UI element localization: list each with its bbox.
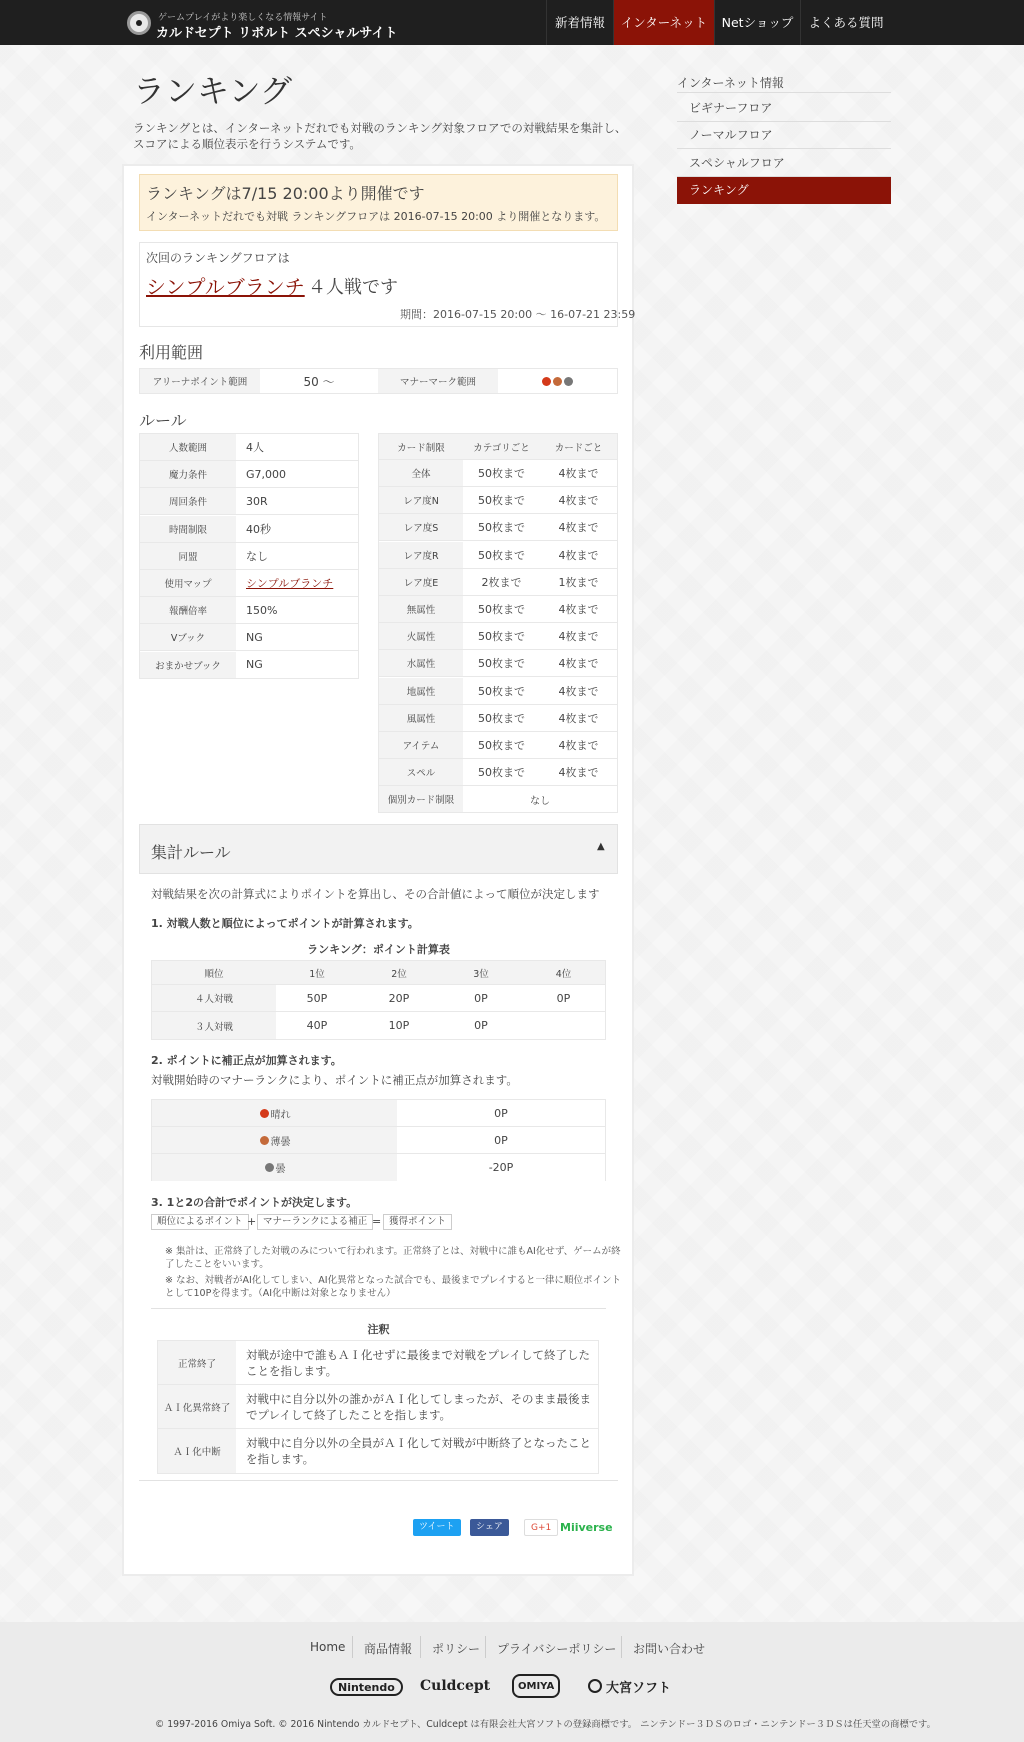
individual-limit-label: 個別カード制限: [379, 786, 463, 812]
card-limit-per-card: 1枚まで: [540, 569, 617, 596]
nav-news[interactable]: 新着情報: [546, 0, 613, 45]
omiyasoft-mark-icon: [588, 1679, 602, 1693]
card-limit-per-category: 50枚まで: [463, 487, 540, 514]
logo-title[interactable]: カルドセプト リボルト スペシャルサイト: [156, 26, 398, 41]
points-value: 0P: [522, 985, 605, 1012]
next-floor-link[interactable]: シンプルブランチ: [146, 275, 305, 299]
card-limit-table: [378, 433, 618, 813]
step-1: 1. 対戦人数と順位によってポイントが計算されます。: [151, 917, 419, 930]
card-limit-category: レア度R: [379, 542, 463, 569]
bonus-value: 0P: [397, 1127, 605, 1154]
bonus-rank-label: 晴れ: [270, 1109, 291, 1121]
card-limit-per-card: 4枚まで: [540, 650, 617, 677]
note-definition-line: ことを指します。: [246, 1363, 338, 1378]
points-header: 2位: [358, 961, 440, 985]
bonus-rank: [152, 1127, 397, 1154]
nav-faq[interactable]: よくある質問: [800, 0, 891, 45]
sidebar-item-normal[interactable]: ノーマルフロア: [677, 122, 891, 149]
points-table: [151, 960, 606, 1040]
card-limit-per-category: 50枚まで: [463, 678, 540, 705]
step-2-desc: 対戦開始時のマナーランクにより、ポイントに補正点が加算されます。: [151, 1073, 518, 1087]
card-limit-per-card: 4枚まで: [540, 732, 617, 759]
note-definition-line: を指します。: [246, 1452, 315, 1466]
note-term: ＡＩ化中断: [158, 1429, 236, 1473]
omiya-logo[interactable]: OMIYA: [512, 1674, 560, 1698]
partly-cloudy-icon: [553, 377, 562, 386]
footer-separator: [420, 1636, 421, 1658]
rule-label: 報酬倍率: [140, 597, 236, 624]
points-row-label: ４人対戦: [152, 985, 276, 1012]
card-limit-per-card: 4枚まで: [540, 487, 617, 514]
facebook-share-button[interactable]: シェア: [470, 1519, 509, 1536]
arena-label: アリーナポイント範囲: [140, 369, 260, 393]
notice-body: インターネットだれでも対戦 ランキングフロアは 2016-07-15 20:00 より開催となります。: [146, 210, 606, 223]
rule-label: 人数範囲: [140, 434, 236, 461]
points-row-label: ３人対戦: [152, 1012, 276, 1039]
culdcept-logo[interactable]: Culdcept: [420, 1678, 491, 1694]
note-definition-line: 対戦中に自分以外の全員がＡＩ化して対戦が中断終了となったこと: [246, 1436, 591, 1450]
note-definition-line: でプレイして終了したことを指します。: [246, 1407, 452, 1422]
card-limit-per-card: 4枚まで: [540, 460, 617, 487]
footer-link-products[interactable]: 商品情報: [364, 1642, 413, 1656]
card-limit-category: レア度S: [379, 514, 463, 541]
formula-manner-bonus: マナーランクによる補正: [257, 1214, 373, 1230]
note-term: 正常終了: [158, 1341, 236, 1385]
card-limit-per-category: 50枚まで: [463, 542, 540, 569]
page-title: ランキング: [133, 72, 293, 110]
card-limit-per-category: 2枚まで: [463, 569, 540, 596]
card-limit-category: 水属性: [379, 650, 463, 677]
miiverse-button[interactable]: Miiverse: [560, 1521, 613, 1534]
rule-value: 4人: [236, 434, 358, 461]
sidebar-item-ranking[interactable]: ランキング: [677, 177, 891, 204]
manner-label: マナーマーク範囲: [378, 369, 498, 393]
rule-value: NG: [236, 624, 358, 651]
copyright: © 1997-2016 Omiya Soft. © 2016 Nintendo カルドセプト、Culdcept は有限会社大宮ソフトの登録商標です。 ニンテンドー３ＤＳのロゴ・ニンテンドー３ＤＳは任天堂の商標です。: [155, 1719, 936, 1730]
sidebar-heading[interactable]: インターネット情報: [677, 74, 891, 93]
rule-value: NG: [236, 652, 358, 679]
aggregation-intro: 対戦結果を次の計算式によりポイントを算出し、その合計値によって順位が決定します: [151, 887, 600, 901]
formula-equals: =: [372, 1215, 382, 1228]
rule-label: Vブック: [140, 624, 236, 651]
card-limit-per-category: 50枚まで: [463, 460, 540, 487]
points-value: 50P: [276, 985, 358, 1012]
nintendo-logo[interactable]: Nintendo: [330, 1678, 403, 1696]
points-table-title: ランキング：ポイント計算表: [307, 943, 450, 956]
card-limit-per-card: 4枚まで: [540, 542, 617, 569]
formula-result: 獲得ポイント: [383, 1214, 452, 1230]
divider: [151, 1308, 606, 1309]
card-limit-per-category: 50枚まで: [463, 650, 540, 677]
card-limit-per-category: 50枚まで: [463, 596, 540, 623]
card-limit-category: 火属性: [379, 623, 463, 650]
footer-link-policy[interactable]: ポリシー: [432, 1642, 481, 1656]
usage-table: [139, 368, 618, 394]
note-term: ＡＩ化異常終了: [158, 1385, 236, 1429]
points-value: 0P: [440, 1012, 522, 1039]
footer-separator: [352, 1636, 353, 1658]
footer-separator: [485, 1636, 486, 1658]
points-header: 3位: [440, 961, 522, 985]
rule-label: 周回条件: [140, 488, 236, 515]
points-value: 20P: [358, 985, 440, 1012]
card-limit-per-card: 4枚まで: [540, 705, 617, 732]
points-header: 1位: [276, 961, 358, 985]
rule-value: 40秒: [236, 516, 358, 543]
card-limit-header: カード制限: [379, 434, 463, 460]
tweet-button[interactable]: ツイート: [413, 1519, 461, 1536]
card-limit-category: レア度E: [379, 569, 463, 596]
points-value: 40P: [276, 1012, 358, 1039]
rule-label: おまかせブック: [140, 652, 236, 679]
footer-link-contact[interactable]: お問い合わせ: [633, 1642, 706, 1656]
points-header: 順位: [152, 961, 276, 985]
card-limit-header: カードごと: [540, 434, 617, 460]
card-limit-per-category: 50枚まで: [463, 514, 540, 541]
arena-value: 50 ～: [303, 374, 335, 389]
rule-label: 魔力条件: [140, 461, 236, 488]
points-value: 0P: [440, 985, 522, 1012]
rule-value: G7,000: [236, 461, 358, 488]
bonus-rank-label: 曇: [275, 1164, 286, 1175]
notice-title: ランキングは7/15 20:00より開催です: [146, 184, 425, 203]
note-definition: [236, 1385, 598, 1429]
card-limit-category: 無属性: [379, 596, 463, 623]
card-limit-category: アイテム: [379, 732, 463, 759]
rule-value: 30R: [236, 488, 358, 515]
points-value: 10P: [358, 1012, 440, 1039]
usage-heading: 利用範囲: [139, 343, 204, 362]
aggregation-title: 集計ルール: [151, 843, 231, 862]
rule-label: 使用マップ: [140, 570, 236, 597]
card-limit-per-card: 4枚まで: [540, 514, 617, 541]
note-definition: [236, 1429, 598, 1473]
note-definition-line: 対戦が途中で誰もＡＩ化せずに最後まで対戦をプレイして終了した: [246, 1347, 590, 1362]
card-limit-per-category: 50枚まで: [463, 623, 540, 650]
card-limit-category: レア度N: [379, 487, 463, 514]
manner-icons: [498, 369, 617, 393]
gplus-button[interactable]: G+1: [524, 1519, 558, 1536]
footer-link-home[interactable]: Home: [310, 1640, 346, 1654]
cloud-icon: [265, 1163, 274, 1172]
card-limit-per-card: 4枚まで: [540, 623, 617, 650]
points-header: 4位: [522, 961, 605, 985]
partly-cloudy-icon: [260, 1136, 269, 1145]
card-limit-category: 全体: [379, 460, 463, 487]
bonus-rank-label: 薄曇: [270, 1136, 291, 1148]
sidebar-item-beginner[interactable]: ビギナーフロア: [677, 95, 891, 122]
divider: [139, 1480, 618, 1481]
rule-value: 150%: [236, 597, 358, 624]
map-link[interactable]: シンプルブランチ: [236, 570, 358, 597]
sidebar-item-special[interactable]: スペシャルフロア: [677, 150, 891, 177]
culdcept-logo-icon[interactable]: [127, 11, 151, 35]
rule-label: 同盟: [140, 543, 236, 570]
bonus-table: [151, 1099, 606, 1181]
note-2b: として10Pを得ます。（AI化中断は対象となりません）: [165, 1288, 396, 1299]
sun-icon: [542, 377, 551, 386]
cloud-icon: [564, 377, 573, 386]
nav-netshop[interactable]: Netショップ: [714, 0, 800, 45]
card-limit-per-card: 4枚まで: [540, 759, 617, 786]
note-1a: ※ 集計は、正常終了した対戦のみについて行われます。正常終了とは、対戦中に誰もAI化せず、ゲームが終: [165, 1246, 621, 1257]
card-limit-header: カテゴリごと: [463, 434, 540, 460]
footer-separator: [621, 1636, 622, 1658]
next-floor-period: 期間：2016-07-15 20:00 ～ 16-07-21 23:59: [400, 308, 636, 321]
bonus-value: 0P: [397, 1100, 605, 1127]
nav-internet[interactable]: インターネット: [613, 0, 714, 45]
bonus-rank: [152, 1100, 397, 1127]
card-limit-per-card: 4枚まで: [540, 596, 617, 623]
card-limit-category: 地属性: [379, 678, 463, 705]
note-2a: ※ なお、対戦者がAI化してしまい、AI化異常となった試合でも、最後までプレイすると一律に順位ポイント: [165, 1275, 621, 1286]
notes-table: [157, 1340, 599, 1474]
intro-line-1: ランキングとは、インターネットだれでも対戦のランキング対象フロアでの対戦結果を集計し、: [133, 121, 627, 135]
card-limit-category: スペル: [379, 759, 463, 786]
points-value: [522, 1012, 605, 1039]
formula-rank-points: 順位によるポイント: [151, 1214, 249, 1230]
formula-plus: +: [247, 1215, 257, 1228]
step-2: 2. ポイントに補正点が加算されます。: [151, 1054, 342, 1067]
bonus-value: -20P: [397, 1154, 605, 1181]
rule-label: 時間制限: [140, 516, 236, 543]
rules-table: [139, 433, 359, 679]
card-limit-per-category: 50枚まで: [463, 705, 540, 732]
intro-line-2: スコアによる順位表示を行うシステムです。: [133, 137, 361, 151]
rules-heading: ルール: [139, 411, 187, 430]
bonus-rank: [152, 1154, 397, 1181]
sun-icon: [260, 1109, 269, 1118]
individual-limit-value: なし: [463, 786, 617, 812]
collapse-arrow-icon[interactable]: ▲: [597, 841, 605, 852]
step-3: 3. 1と2の合計でポイントが決定します。: [151, 1196, 358, 1209]
next-floor-suffix: ４人戦です: [308, 277, 398, 298]
logo-subtitle: ゲームプレイがより楽しくなる情報サイト: [158, 13, 328, 23]
card-limit-per-category: 50枚まで: [463, 732, 540, 759]
note-definition-line: 対戦中に自分以外の誰かがＡＩ化してしまったが、そのまま最後ま: [246, 1391, 591, 1406]
footer-link-privacy[interactable]: プライバシーポリシー: [497, 1642, 617, 1656]
omiyasoft-logo-text: 大宮ソフト: [606, 1680, 672, 1696]
notes-title: 注釈: [367, 1323, 390, 1336]
card-limit-per-category: 50枚まで: [463, 759, 540, 786]
omiyasoft-logo[interactable]: [588, 1674, 671, 1698]
card-limit-category: 風属性: [379, 705, 463, 732]
rule-value: なし: [236, 543, 358, 570]
note-definition: [236, 1341, 598, 1385]
note-1b: 了したことをいいます。: [165, 1259, 269, 1270]
next-floor-label: 次回のランキングフロアは: [146, 251, 290, 265]
card-limit-per-card: 4枚まで: [540, 678, 617, 705]
